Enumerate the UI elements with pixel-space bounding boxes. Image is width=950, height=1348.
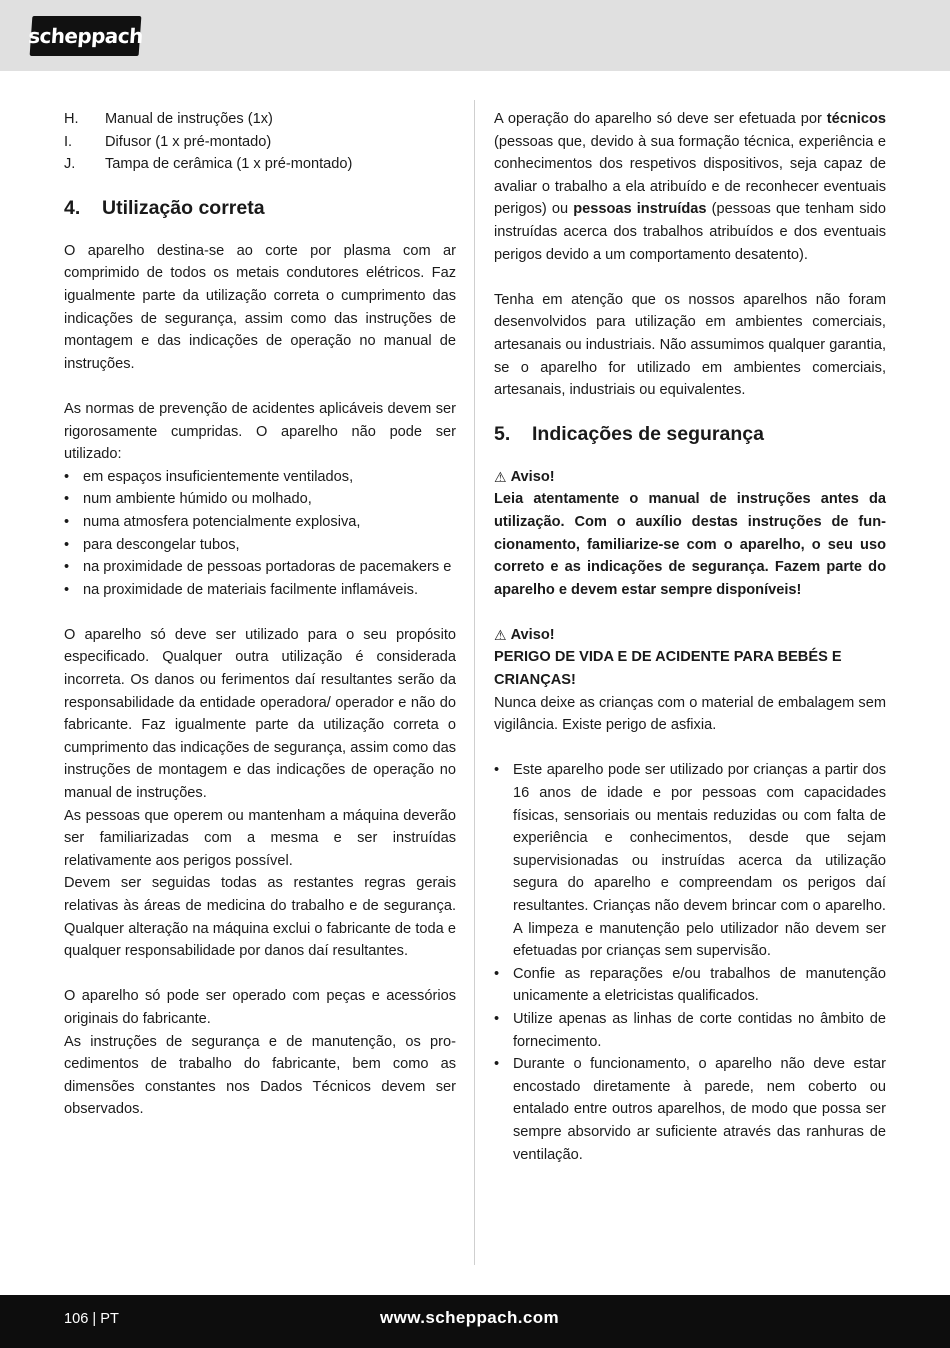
paragraph: As normas de prevenção de acidentes aplicáveis devem ser rigorosamente cumpridas. O aparelho não pode ser utilizado: — [64, 400, 456, 463]
list-item: • na proximidade de pessoas portadoras de pacemakers e — [64, 559, 452, 576]
warning-caps: PERIGO DE VIDA E DE ACIDENTE PARA BEBÉS E CRIANÇAS! — [494, 649, 842, 689]
warning-triangle-icon: ⚠ — [494, 468, 507, 485]
warning-triangle-icon: ⚠ — [494, 626, 507, 643]
scheppach-logo: scheppach — [30, 16, 142, 56]
warning-text: Nunca deixe as crianças com o material de embalagem sem vigilância. Existe perigo de asfixia. — [494, 694, 886, 734]
right-column — [494, 108, 886, 1166]
list-item: • Utilize apenas as linhas de corte contidas no âmbito de fornecimento. — [494, 1010, 886, 1050]
paragraph: O aparelho destina-se ao corte por plasma com ar comprimido de todos os metais condutores elétricos. Faz igualmente parte da utilização correta o cumprimento das indicações de segurança, assim como das instruções de montagem e das indicações de operação no manual de instruções. — [64, 242, 456, 372]
paragraph: As instruções de segurança e de manutenção, os procedimentos de trabalho do fabricante, bem como as dimensões constantes nos Dados Técnicos devem ser observados. — [64, 1033, 456, 1118]
warning-heading: ⚠ Aviso! — [494, 624, 886, 647]
list-item: • Durante o funcionamento, o aparelho não deve estar encostado diretamente à parede, nem coberto ou entalado entre outros aparelhos, de modo que possa ser sempre absorvido ar suficiente através das ranhuras de ventilação. — [494, 1056, 886, 1163]
website-url: www.scheppach.com — [380, 1308, 560, 1327]
list-item: • para descongelar tubos, — [64, 536, 240, 553]
paragraph: O aparelho só deve ser utilizado para o seu propósito especificado. Qualquer outra utilização é considerada incorreta. Os danos ou ferimentos daí resultantes serão da responsabilidade da entidade operadora/ operador e não do fabricante. Faz igualmente parte da utilização correta o cumprimento das indicações de segurança, assim como das instruções de montagem e das indicações de operação no manual de instruções. — [64, 626, 456, 802]
restriction-list — [64, 466, 456, 602]
warning-text: Leia atentamente o manual de instruções antes da utilização. Com o auxílio destas instruções de funcionamento, familiarize-se com o aparelho, o seu uso correto e as indicações de segurança. Fazem parte do aparelho e devem estar sempre disponíveis! — [494, 491, 886, 598]
top-header-bar — [0, 0, 950, 71]
paragraph: Devem ser seguidas todas as restantes regras gerais relativas às áreas de medicina do trabalho e de segurança. Qualquer alteração na máquina exclui o fabricante de toda e qualquer responsabilidade por danos daí resultantes. — [64, 875, 456, 960]
left-column — [64, 108, 456, 1121]
section-heading-4: 4. Utilização correta — [64, 196, 265, 219]
safety-list — [494, 759, 886, 1166]
parts-list-item: I. Difusor (1 x pré-montado) — [64, 133, 272, 150]
list-item: • Este aparelho pode ser utilizado por crianças a partir dos 16 anos de idade e por pessoas com capacidades físicas, sensoriais ou mentais reduzidas ou com falta de experiência e conhecimentos, desde que sejam supervisionadas ou instruídas acerca da utilização segura do aparelho e compreendam os perigos daí resultantes. Crianças não devem brincar com o aparelho. A limpeza e manutenção pelo utilizador não devem ser efetuadas por crianças sem supervisão. — [494, 762, 886, 960]
warning-heading: ⚠ Aviso! — [494, 466, 886, 489]
parts-list — [64, 108, 456, 176]
paragraph-operators: A operação do aparelho só deve ser efetuada por técnicos (pessoas que, devido à sua formação técnica, experiência e conhecimentos dos respetivos dispositivos, seja capaz de avaliar o trabalho a ela atribuído e de reconhecer eventuais perigos) ou pessoas instruídas (pessoas que tenham sido instruídas acerca dos trabalhos atribuídos e dos eventuais perigos devido a um comportamento desatento). — [494, 111, 886, 263]
list-item: • Confie as reparações e/ou trabalhos de manutenção unicamente a eletricistas qualificados. — [494, 965, 886, 1005]
page-number: 106 | PT — [64, 1311, 119, 1327]
paragraph: O aparelho só pode ser operado com peças e acessórios originais do fabricante. — [64, 988, 456, 1027]
section-heading-5: 5. Indicações de segurança — [494, 422, 764, 445]
parts-list-item: J. Tampa de cerâmica (1 x pré-montado) — [64, 156, 353, 173]
column-divider — [474, 100, 475, 1265]
paragraph: Tenha em atenção que os nossos aparelhos não foram desenvolvidos para utilização em ambientes comerciais, artesanais ou industriais. Não assumimos qualquer garantia, se o aparelho for utilizado em ambientes comerciais, artesanais, industriais ou equivalentes. — [494, 291, 886, 399]
list-item: • na proximidade de materiais facilmente inflamáveis. — [64, 581, 419, 598]
parts-list-item: H. Manual de instruções (1x) — [64, 111, 273, 127]
footer-bar — [0, 1295, 950, 1348]
list-item: • num ambiente húmido ou molhado, — [64, 491, 312, 508]
list-item: • numa atmosfera potencialmente explosiva, — [64, 513, 361, 530]
list-item: • em espaços insuficientemente ventilados, — [64, 468, 354, 485]
paragraph: As pessoas que operem ou mantenham a máquina deverão ser familiarizadas com a mesma e ser instruídas relativamente aos perigos possível. — [64, 807, 456, 869]
